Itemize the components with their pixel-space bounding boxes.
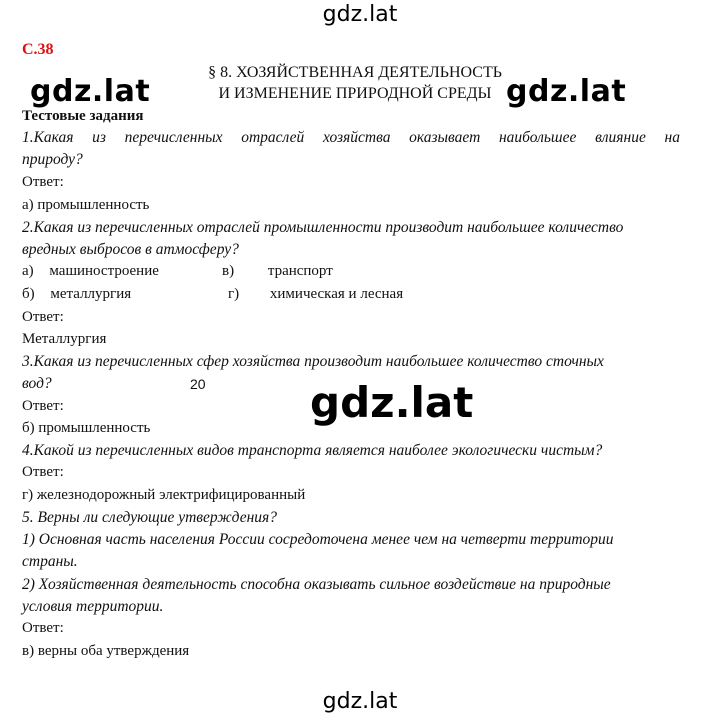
q4-answer-label: Ответ: [22,464,64,480]
q1-word: 1.Какая [22,129,74,146]
q1-line-1 [22,129,680,147]
q2-answer: Металлургия [22,331,107,347]
q5-statement-2-line-2: условия территории. [22,598,164,615]
q1-word: отраслей [241,129,305,146]
q3-line-1: 3.Какая из перечисленных сфер хозяйства производит наибольшее количество сточных [22,353,604,370]
watermark-right: gdz.lat [506,74,627,109]
option-text: транспорт [267,263,333,279]
q2-option-a [22,263,159,280]
option-key: г) [228,286,240,302]
option-key: а) [22,263,34,279]
q1-word: перечисленных [124,129,223,146]
q1-word: наибольшее [498,129,577,146]
q2-line-1: 2.Какая из перечисленных отраслей промышленности производит наибольшее количество [22,219,624,236]
q1-word: влияние [595,129,646,146]
q1-answer: а) промышленность [22,197,150,213]
q2-option-b [22,286,131,303]
q5-line-1: 5. Верны ли следующие утверждения? [22,509,277,526]
option-text: химическая и лесная [269,286,404,302]
watermark-center: gdz.lat [310,378,474,427]
option-key: б) [22,286,35,302]
q5-statement-1-line-2: страны. [22,553,78,570]
q3-answer-label: Ответ: [22,398,64,414]
chapter-heading [120,62,590,104]
heading-line-1: § 8. ХОЗЯЙСТВЕННАЯ ДЕЯТЕЛЬНОСТЬ [208,64,502,81]
option-text: металлургия [50,286,132,302]
q4-answer: г) железнодорожный электрифицированный [22,487,306,503]
q5-answer-label: Ответ: [22,620,64,636]
watermark-left: gdz.lat [30,74,151,109]
q4-line-1: 4.Какой из перечисленных видов транспорта является наиболее экологически чистым? [22,442,603,459]
q2-option-v [222,263,333,280]
q3-answer: б) промышленность [22,420,151,436]
section-title: Тестовые задания [22,108,144,124]
page-label: С.38 [22,41,54,58]
q2-option-g [228,286,403,303]
q1-word: из [92,129,106,146]
q3-line-2: вод? [22,375,52,392]
q1-word: хозяйства [322,129,391,146]
heading-line-2: И ИЗМЕНЕНИЕ ПРИРОДНОЙ СРЕДЫ [218,85,492,102]
q5-answer: в) верны оба утверждения [22,643,190,659]
q5-statement-2-line-1: 2) Хозяйственная деятельность способна оказывать сильное воздействие на природные [22,576,611,593]
q1-word: оказывает [409,129,481,146]
q2-answer-label: Ответ: [22,309,64,325]
option-key: в) [222,263,235,279]
q5-statement-1-line-1: 1) Основная часть населения России сосредоточена менее чем на четверти территории [22,531,614,548]
watermark-top: gdz.lat [322,2,398,27]
q2-line-2: вредных выбросов в атмосферу? [22,241,239,258]
watermark-bottom: gdz.lat [322,689,398,714]
q1-line-2: природу? [22,151,83,168]
q1-word: на [664,129,680,146]
q1-answer-label: Ответ: [22,174,64,190]
option-text: машиностроение [49,263,159,279]
page-number: 20 [190,376,206,392]
